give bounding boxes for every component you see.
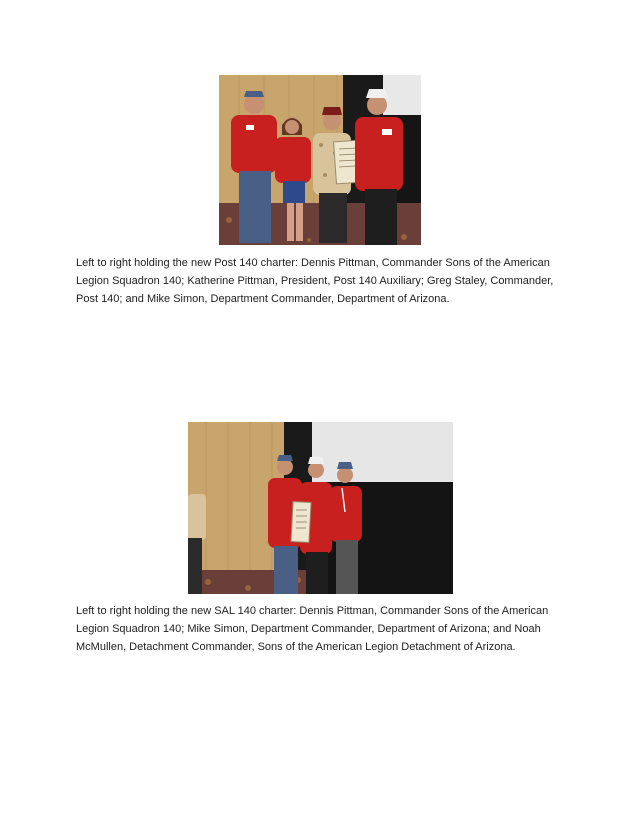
photo-2-caption: Left to right holding the new SAL 140 charter: Dennis Pittman, Commander Sons of the American Legion Squadron 140; Mike Simon, Department Commander, Department of Arizona; and Noah McMullen, Detachment Commander, Sons of the American Legion Detachment of Arizona. [76,605,549,653]
photo-1-caption: Left to right holding the new Post 140 charter: Dennis Pittman, Commander Sons of the American Legion Squadron 140; Katherine Pittman, President, Post 140 Auxiliary; Greg Staley, Commander, Post 140; and Mike Simon, Department Commander, Department of Arizona. [76,257,554,305]
post-140-charter-photo [219,75,421,245]
sal-140-charter-photo [188,422,453,594]
